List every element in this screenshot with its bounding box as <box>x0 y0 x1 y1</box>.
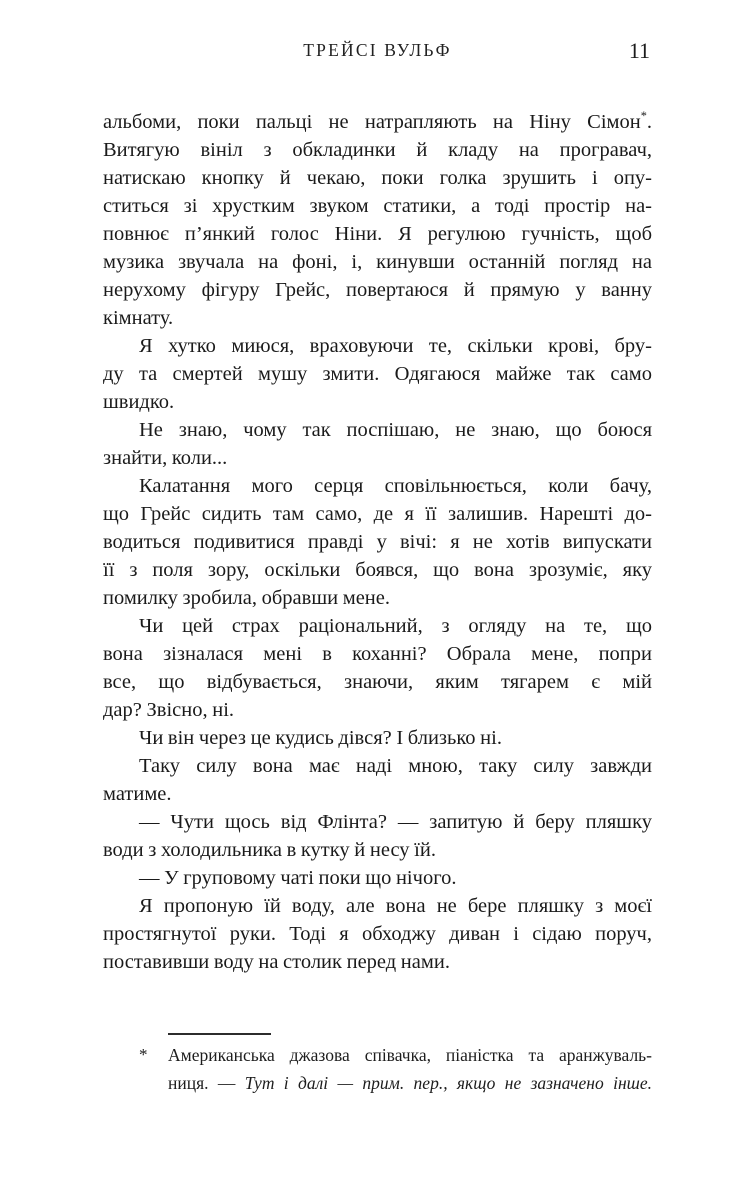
text-line <box>103 444 652 472</box>
page-number: 11 <box>628 38 650 63</box>
text-line <box>103 640 652 668</box>
text-segment: води з холодильника в кутку й несу їй. <box>103 839 436 861</box>
text-line <box>103 192 652 220</box>
footnote <box>103 1033 652 1097</box>
text-segment: ду та смертей мушу змити. Одягаюся майже так само <box>103 363 652 385</box>
text-segment: музика звучала на фоні, і, кинувши останній погляд на <box>103 251 652 273</box>
text-line <box>103 556 652 584</box>
paragraph <box>103 332 652 416</box>
text-line <box>168 1042 652 1070</box>
text-segment: водиться подивитися правді у вічі: я не хотів випускати <box>103 531 652 553</box>
footnote-lines <box>168 1042 652 1097</box>
paragraph <box>103 612 652 724</box>
text-segment: Таку силу вона має наді мною, таку силу завжди <box>139 755 652 777</box>
body-text <box>103 108 652 976</box>
text-line <box>103 304 652 332</box>
text-segment: поставивши воду на столик перед нами. <box>103 951 450 973</box>
text-line <box>103 276 652 304</box>
text-line <box>103 836 652 864</box>
text-segment: вона зізналася мені в коханні? Обрала мене, попри <box>103 643 652 665</box>
text-line <box>103 472 652 500</box>
footnote-reference: * <box>640 109 647 124</box>
text-segment: швидко. <box>103 391 175 413</box>
text-segment: матиме. <box>103 783 172 805</box>
text-line <box>103 668 652 696</box>
text-line <box>103 780 652 808</box>
text-line <box>103 584 652 612</box>
paragraph <box>103 864 652 892</box>
text-segment: Я хутко миюся, враховуючи те, скільки крові, бру- <box>139 335 652 357</box>
text-line <box>103 220 652 248</box>
text-segment: Калатання мого серця сповільнюється, коли бачу, <box>139 475 652 497</box>
text-line <box>103 752 652 780</box>
paragraph <box>103 472 652 612</box>
text-segment: повнює п’янкий голос Ніни. Я регулюю гучність, щоб <box>103 223 652 245</box>
paragraph <box>103 808 652 864</box>
paragraph <box>103 108 652 332</box>
paragraph <box>103 752 652 808</box>
footnote-marker: * <box>139 1045 148 1064</box>
paragraph <box>103 892 652 976</box>
running-title: ТРЕЙСІ ВУЛЬФ <box>303 40 452 60</box>
text-segment: Американська джазова співачка, піаністка та аранжуваль- <box>168 1045 652 1065</box>
text-segment: простягнутої руки. Тоді я обходжу диван і сідаю поруч, <box>103 923 652 945</box>
footnote-divider <box>168 1033 271 1035</box>
text-segment: знайти, коли... <box>103 447 228 469</box>
text-segment: Не знаю, чому так поспішаю, не знаю, що боюся <box>139 419 652 441</box>
text-line <box>103 164 652 192</box>
text-line <box>103 500 652 528</box>
text-segment: — Чути щось від Флінта? — запитую й беру пляшку <box>139 811 652 833</box>
text-line <box>103 948 652 976</box>
text-line <box>103 864 652 892</box>
text-segment: Чи цей страх раціональний, з огляду на те, що <box>139 615 652 637</box>
text-segment: натискаю кнопку й чекаю, поки голка зрушить і опу- <box>103 167 652 189</box>
text-line <box>103 528 652 556</box>
text-line <box>103 248 652 276</box>
text-line <box>103 808 652 836</box>
text-segment: ниця. — <box>168 1072 245 1093</box>
text-segment: її з поля зору, оскільки боявся, що вона зрозуміє, яку <box>103 559 652 581</box>
text-segment: кімнату. <box>103 307 174 329</box>
text-segment: . <box>646 111 652 133</box>
text-line <box>103 388 652 416</box>
text-line <box>103 136 652 164</box>
text-segment: помилку зробила, обравши мене. <box>103 587 390 609</box>
text-line <box>103 416 652 444</box>
text-segment: що Грейс сидить там само, де я її залишив. Нарешті до- <box>103 503 652 525</box>
running-head <box>103 38 652 64</box>
text-segment: все, що відбувається, знаючи, яким тягарем є мій <box>103 671 652 693</box>
text-line <box>103 612 652 640</box>
text-segment: дар? Звісно, ні. <box>103 699 235 721</box>
text-line <box>168 1070 652 1098</box>
text-line <box>103 696 652 724</box>
text-segment: нерухому фігуру Грейс, повертаюся й прямую у ванну <box>103 279 652 301</box>
text-line <box>103 724 652 752</box>
paragraph <box>103 416 652 472</box>
text-segment: Тут і далі — прим. пер., якщо не зазначено інше. <box>244 1072 652 1093</box>
footnote-body <box>103 1042 652 1097</box>
text-line <box>103 332 652 360</box>
text-segment: альбоми, поки пальці не натрапляють на Ніну Сімон <box>103 111 641 133</box>
text-segment: Чи він через це кудись дівся? І близько ні. <box>139 727 502 749</box>
text-line <box>103 920 652 948</box>
paragraph <box>103 724 652 752</box>
text-line <box>103 108 652 136</box>
text-line <box>103 360 652 388</box>
text-line <box>103 892 652 920</box>
text-segment: — У груповому чаті поки що нічого. <box>139 867 457 889</box>
text-segment: Я пропоную їй воду, але вона не бере пляшку з моєї <box>139 895 652 917</box>
text-segment: ститься зі хрустким звуком статики, а тоді простір на- <box>103 195 652 217</box>
text-segment: Витягую вініл з обкладинки й кладу на програвач, <box>103 139 652 161</box>
